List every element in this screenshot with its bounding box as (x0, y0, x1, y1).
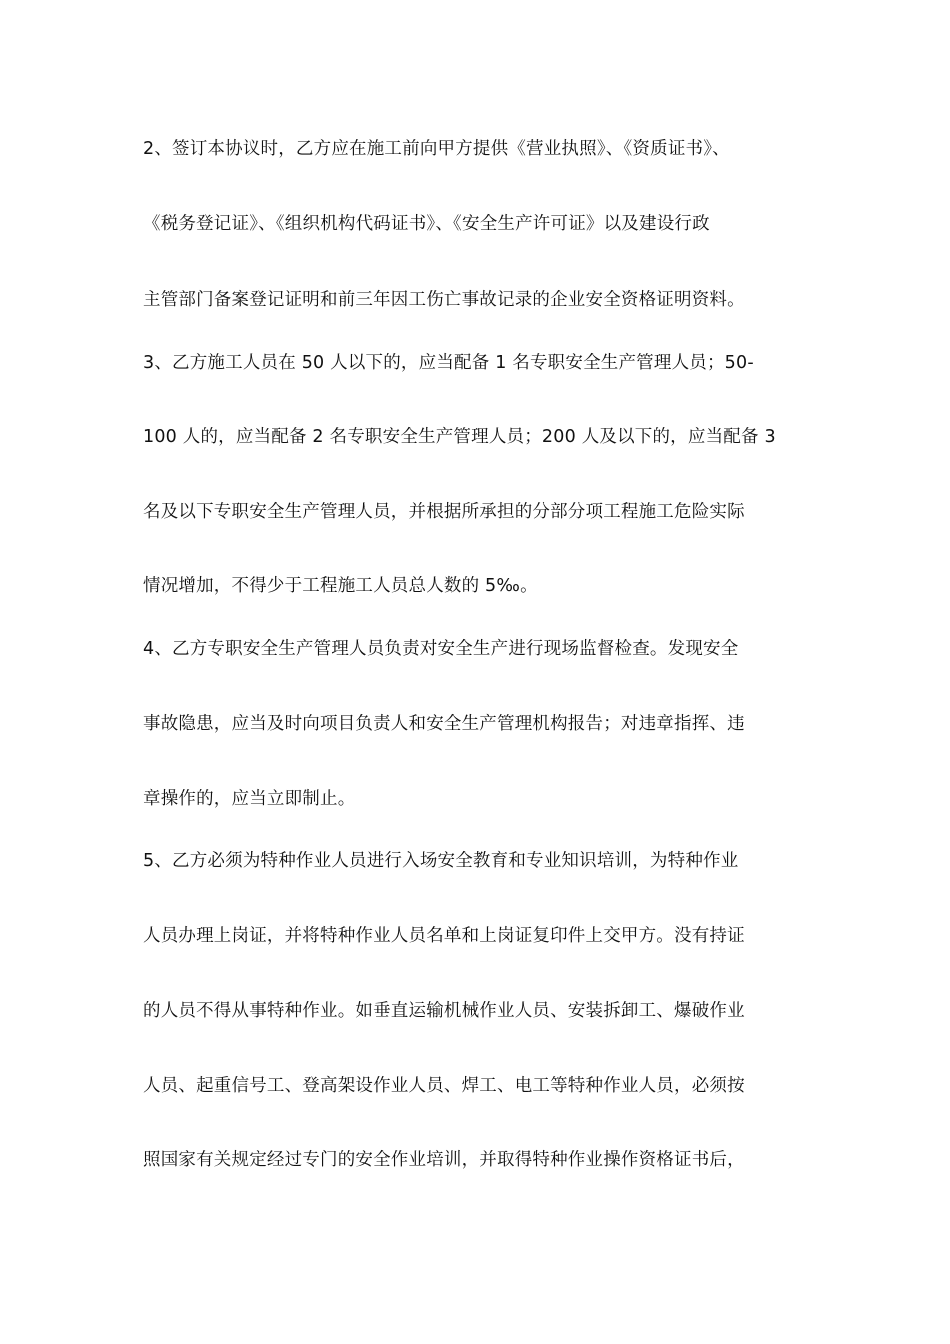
text-line: 情况增加，不得少于工程施工人员总人数的 5‰。 (143, 576, 538, 596)
text-line: 《税务登记证》、《组织机构代码证书》、《安全生产许可证》以及建设行政 (143, 214, 710, 234)
text-line: 2、签订本协议时，乙方应在施工前向甲方提供《营业执照》、《资质证书》、 (143, 139, 730, 159)
text-line: 事故隐患，应当及时向项目负责人和安全生产管理机构报告；对违章指挥、违 (143, 714, 745, 734)
text-line: 照国家有关规定经过专门的安全作业培训，并取得特种作业操作资格证书后， (143, 1150, 745, 1170)
text-line: 100 人的，应当配备 2 名专职安全生产管理人员；200 人及以下的，应当配备 3 (143, 427, 776, 447)
text-line: 人员办理上岗证，并将特种作业人员名单和上岗证复印件上交甲方。没有持证 (143, 926, 745, 946)
text-line: 人员、起重信号工、登高架设作业人员、焊工、电工等特种作业人员，必须按 (143, 1076, 745, 1096)
text-line: 的人员不得从事特种作业。如垂直运输机械作业人员、安装拆卸工、爆破作业 (143, 1001, 745, 1021)
text-line: 名及以下专职安全生产管理人员，并根据所承担的分部分项工程施工危险实际 (143, 502, 745, 522)
text-line: 5、乙方必须为特种作业人员进行入场安全教育和专业知识培训，为特种作业 (143, 851, 739, 871)
text-line: 主管部门备案登记证明和前三年因工伤亡事故记录的企业安全资格证明资料。 (143, 290, 745, 310)
text-line: 3、乙方施工人员在 50 人以下的，应当配备 1 名专职安全生产管理人员；50- (143, 353, 754, 373)
text-line: 章操作的，应当立即制止。 (143, 789, 356, 809)
text-line: 4、乙方专职安全生产管理人员负责对安全生产进行现场监督检查。发现安全 (143, 639, 739, 659)
